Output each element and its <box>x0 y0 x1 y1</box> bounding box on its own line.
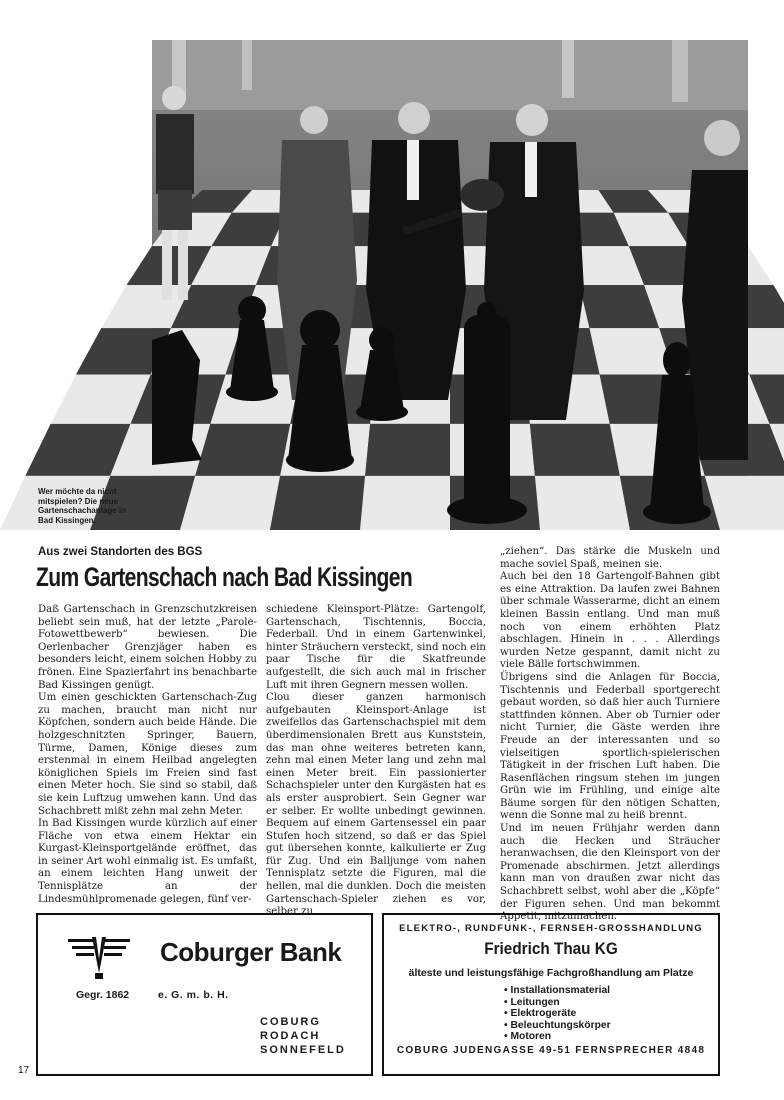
list-item: • Elektrogeräte <box>504 1008 611 1020</box>
board-square <box>530 424 620 476</box>
photo-caption <box>38 487 153 525</box>
list-item: • Motoren <box>504 1031 611 1043</box>
board-square <box>270 476 365 530</box>
article-column-1 <box>38 604 257 905</box>
thau-category: ELEKTRO-, RUNDFUNK-, FERNSEH-GROSSHANDLUNG <box>399 923 703 934</box>
caption-line: Bad Kissingen. <box>38 515 96 525</box>
chess-photo <box>152 40 748 530</box>
page-number: 17 <box>18 1065 30 1076</box>
board-square <box>365 424 450 476</box>
bank-town: SONNEFELD <box>260 1044 346 1056</box>
bank-towns <box>260 1015 346 1057</box>
paragraph: Auch bei den 18 Gartengolf-Bahnen gibt es eine Attraktion. Da laufen zwei Bahnen über schmale Wasserarme, dicht an einem kleinen Bassin entlang. Und man muß noch von einem erhöhten Platz abschlagen. Hinein in . . . Allerdings wurden Netze gespannt, damit nicht zu viele Bälle fortschwimmen. <box>500 571 720 671</box>
board-square <box>360 476 450 530</box>
ad-friedrich-thau <box>382 913 720 1076</box>
caption-line: Gartenschachanlage in <box>38 506 127 515</box>
ad-coburger-bank <box>36 913 373 1076</box>
paragraph: Und im neuen Frühjahr werden dann auch die Hecken und Sträucher heranwachsen, die den Kleinsport von der Promenade abschirmen. Jetzt allerdings kann man von draußen zwar nicht das Schachbrett selbst, wohl aber die „Köpfe“ der Figuren sehen. Und man bekommt Appetit, mitzumachen. <box>500 823 720 923</box>
paragraph: Übrigens sind die Anlagen für Boccia, Tischtennis und Federball sportgerecht gebaut worden, so daß hier auch Turniere stattfinden können. Aber ob Turnier oder nicht Turnier, die Gäste werden ihre Freude an der interessanten und so vielseitigen sportlich-spielerischen Tätigkeit in der frischen Luft haben. Die Rasenflächen ringsum stehen im jungen Grün wie im Frühling, und einige alte Bäume sorgen für den nötigen Schatten, wenn die Sonne mal zu heiß brennt. <box>500 671 720 822</box>
bank-eagle-logo-icon <box>68 937 130 981</box>
paragraph: „ziehen“. Das stärke die Muskeln und mache soviel Spaß, meinen sie. <box>500 546 720 570</box>
thau-address: COBURG JUDENGASSE 49-51 FERNSPRECHER 4848 <box>396 1045 706 1056</box>
article-column-3 <box>500 546 720 923</box>
bank-town: RODACH <box>260 1030 321 1042</box>
bank-founded: Gegr. 1862 <box>76 989 130 1001</box>
article-kicker: Aus zwei Standorten des BGS <box>38 546 203 558</box>
article-title: Zum Gartenschach nach Bad Kissingen <box>36 562 413 592</box>
chess-photo-icon <box>152 40 748 530</box>
bank-town: COBURG <box>260 1016 321 1028</box>
list-item: • Leitungen <box>504 997 611 1009</box>
bank-legal-form: e. G. m. b. H. <box>158 989 229 1001</box>
caption-line: Wer möchte da nicht <box>38 487 117 496</box>
thau-product-list <box>504 985 611 1043</box>
list-item: • Beleuchtungskörper <box>504 1020 611 1032</box>
paragraph: schiedene Kleinsport-Plätze: Gartengolf, Gartenschach, Tischtennis, Boccia, Federball. Und in einem Gartenwinkel, hinter Sträuchern versteckt, sind noch ein paar Tische für die Skatfreunde aufgestellt, die sich auch mal in frischer Luft mit ihren Gegnern messen wollen. <box>266 604 486 691</box>
article-column-2 <box>266 604 486 918</box>
caption-line: mitspielen? Die neue <box>38 496 119 506</box>
thau-subtitle: älteste und leistungsfähige Fachgroßhandlung am Platze <box>408 967 694 979</box>
board-square <box>195 424 290 476</box>
paragraph: In Bad Kissingen wurde kürzlich auf einer Fläche von etwa einem Hektar ein Kurgast-Kleinsportgelände eröffnet, das in seiner Art wohl einmalig ist. Es umfaßt, an einem leichten Hang unweit der Tennisplätze an der Lindesmühlpromenade gelegen, fünf ver- <box>38 818 257 905</box>
paragraph: Um einen geschickten Gartenschach-Zug zu machen, braucht man nicht nur Köpfchen, sondern auch beide Hände. Die holzgeschnitzten Springer, Bauern, Türme, Damen, Könige dieses zum erstenmal in einem Heilbad angelegten königlichen Spiels im Freien sind fast einen Meter hoch. Sie sind so stabil, daß sie kein Luftzug umwehen kann. Und das Schachbrett mißt zehn mal zehn Meter. <box>38 692 257 817</box>
paragraph: Daß Gartenschach in Grenzschutzkreisen beliebt sein muß, hat der letzte „Parole-Fotowettbewerb“ bewiesen. Die Oerlenbacher Grenzjäger haben es besonders leicht, einem solchen Hobby zu frönen. Eine Spazierfahrt ins benachbarte Bad Kissingen genügt. <box>38 604 257 691</box>
paragraph: Clou dieser ganzen harmonisch aufgebauten Kleinsport-Anlage ist zweifellos das Gartenschachspiel mit dem überdimensionalen Brett aus Kunststein, das man ohne weiteres betreten kann, zehn mal einen Meter lang und zehn mal einen Meter breit. Ein passionierter Schachspieler unter den Kurgästen hat es als erster ausprobiert. Sein Gegner war er selber. Er wollte unbedingt gewinnen. Bequem auf einem Gartensessel ein paar Stufen hoch sitzend, so daß er das Spiel gut übersehen konnte, kalkulierte er Zug für Zug. Und ein Balljunge vom nahen Tennisplatz setzte die Figuren, mal die hellen, mal die dunklen. Doch die meisten Gartenschach-Spieler ziehen es vor, selber zu <box>266 692 486 918</box>
list-item: • Installationsmaterial <box>504 985 611 997</box>
bank-name: Coburger Bank <box>160 937 342 967</box>
board-square <box>180 476 280 530</box>
board-square <box>535 476 630 530</box>
thau-name: Friedrich Thau KG <box>484 939 618 958</box>
